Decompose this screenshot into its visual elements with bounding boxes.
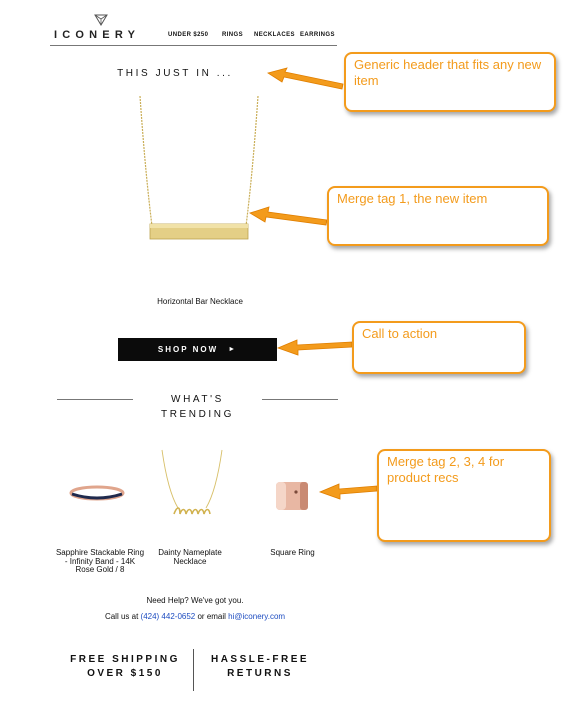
returns-line2: RETURNS bbox=[227, 668, 293, 679]
chevron-right-icon: ► bbox=[228, 346, 238, 353]
nav-item-under-250[interactable]: UNDER $250 bbox=[168, 32, 209, 38]
diamond-icon bbox=[94, 14, 108, 26]
shop-now-button[interactable] bbox=[118, 338, 277, 361]
call-prefix: Call us at bbox=[104, 612, 139, 621]
trending-title bbox=[140, 392, 255, 422]
annotation-cta-note: Call to action bbox=[352, 321, 526, 374]
hero-product-name: Horizontal Bar Necklace bbox=[157, 297, 243, 306]
rec-1-image[interactable] bbox=[66, 478, 128, 508]
brand-name: ICONERY bbox=[54, 29, 141, 41]
help-contact-line bbox=[70, 612, 320, 621]
rec-2-image[interactable] bbox=[152, 448, 232, 528]
trending-title-line1: WHAT'S bbox=[171, 394, 224, 405]
email-link[interactable]: hi@iconery.com bbox=[228, 612, 286, 621]
rec-3-name[interactable]: Square Ring bbox=[270, 548, 315, 557]
annotation-product-recs-note: Merge tag 2, 3, 4 for product recs bbox=[377, 449, 551, 542]
trending-title-line2: TRENDING bbox=[160, 409, 235, 420]
shop-now-label: SHOP NOW bbox=[157, 345, 219, 354]
annotation-arrow-4 bbox=[320, 484, 377, 499]
header-divider bbox=[50, 45, 337, 46]
annotation-header-note: Generic header that fits any new item bbox=[344, 52, 556, 112]
hero-title: THIS JUST IN ... bbox=[117, 68, 233, 79]
free-shipping-line2: OVER $150 bbox=[87, 668, 163, 679]
annotation-merge-tag-1-note: Merge tag 1, the new item bbox=[327, 186, 549, 246]
rec-3-image[interactable] bbox=[270, 476, 318, 516]
phone-link[interactable]: (424) 442-0652 bbox=[140, 612, 196, 621]
free-shipping-line1: FREE SHIPPING bbox=[70, 654, 180, 665]
rec-1-name[interactable]: Sapphire Stackable Ring - Infinity Band - 14K Rose Gold / 8 bbox=[55, 548, 145, 574]
brand-logo[interactable] bbox=[54, 14, 144, 44]
rec-2-name[interactable]: Dainty Nameplate Necklace bbox=[158, 548, 222, 566]
nav-item-rings[interactable]: RINGS bbox=[222, 32, 244, 38]
trending-divider-right bbox=[262, 399, 338, 400]
hero-product-image[interactable] bbox=[130, 94, 270, 254]
email-prefix: or email bbox=[197, 612, 226, 621]
footer-divider bbox=[193, 649, 194, 691]
annotation-arrow-3 bbox=[278, 340, 352, 355]
nav-item-necklaces[interactable]: NECKLACES bbox=[254, 32, 295, 38]
returns-block bbox=[200, 653, 320, 681]
nav-item-earrings[interactable]: EARRINGS bbox=[300, 32, 335, 38]
help-heading: Need Help? We've got you. bbox=[146, 596, 244, 605]
trending-divider-left bbox=[57, 399, 133, 400]
free-shipping-block bbox=[60, 653, 190, 681]
returns-line1: HASSLE-FREE bbox=[210, 654, 310, 665]
